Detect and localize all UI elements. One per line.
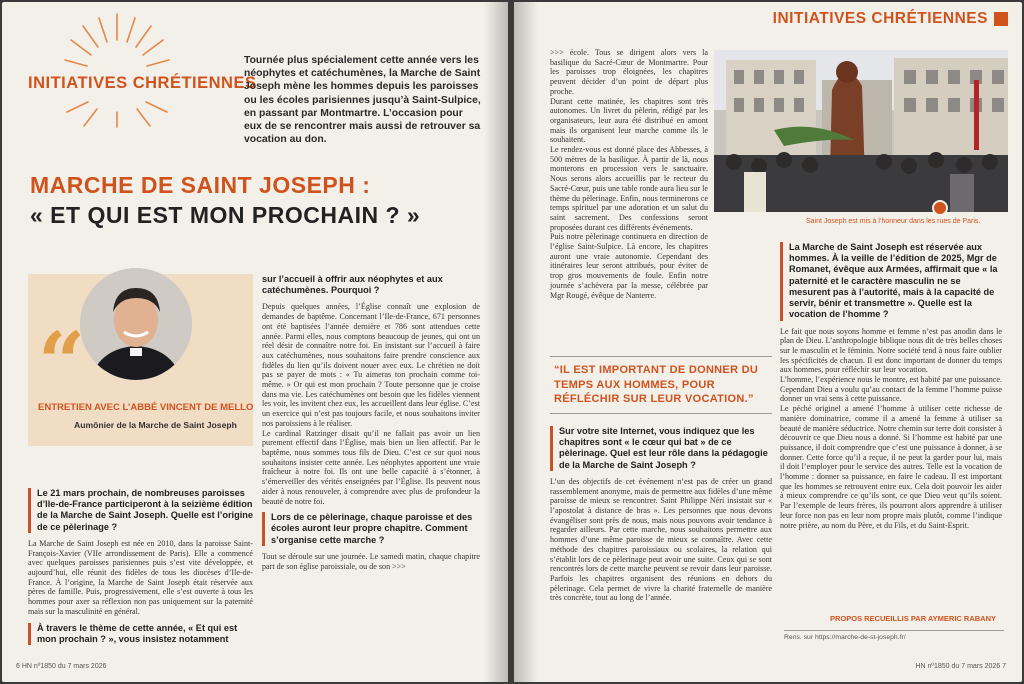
interview-box	[28, 274, 253, 446]
interview-role: Aumônier de la Marche de Saint Joseph	[74, 420, 237, 430]
question-4: Sur votre site Internet, vous indiquez que les chapitres sont « le cœur qui bat » de ce pèlerinage. Quel est leur rôle dans la pédagogie de la Marche de Saint Joseph ?	[550, 426, 772, 471]
question-3: Lors de ce pèlerinage, chaque paroisse et des écoles auront leur propre chapitre. Comment s’organise cette marche ?	[262, 512, 480, 546]
answer-3-cont-p4: Puis notre pèlerinage continuera en direction de l’église Saint-Sulpice. Là encore, les chapitres auront une vraie autonomie. Cependant des itinéraires leur seront attribués, pour éviter de trop gros mouvements de foule. Enfin notre journée s’achèvera par la messe, célébrée par Mgr Rougé, évêque de Nanterre.	[550, 232, 708, 300]
gutter-shadow-right	[514, 2, 538, 682]
question-1: Le 21 mars prochain, de nombreuses paroisses d’Ile-de-France participeront à la seizième édition de la Marche de Saint Joseph. Quelle est l’origine de ce pèlerinage ?	[28, 488, 253, 533]
answer-3-cont-p3: Le rendez-vous est donné place des Abbesses, à 500 mètres de la basilique. À partir de là, nous monterons en procession vers le sanctuaire. Nous serons alors accueillis par le recteur du Sacré-Cœur, puis une table ronde aura lieu sur le thème du pèlerinage. Enfin, nous terminerons ce temps spirituel par une adoration et un salut du saint sacrement. Des confessions seront proposées durant ces différents événements.	[550, 145, 708, 232]
question-2-end: sur l’accueil à offrir aux néophytes et aux catéchumènes. Pourquoi ?	[262, 274, 443, 296]
gutter-shadow	[484, 2, 508, 682]
answer-3-cont-p2: Durant cette matinée, les chapitres sont très autonomes. Un livret du pèlerin, rédigé par les organisateurs, leur aura été distribué en amont mais ils organisent leur marche comme ils le souhaitent.	[550, 96, 708, 145]
source-divider	[784, 630, 1004, 631]
photo-caption: Saint Joseph est mis à l’honneur dans les rues de Paris.	[806, 218, 981, 225]
article-title-line1: MARCHE DE SAINT JOSEPH :	[30, 172, 371, 198]
source-link[interactable]: Rens. sur https://marche-de-st-joseph.fr/	[784, 634, 906, 641]
answer-3: Tout se déroule sur une journée. Le samedi matin, chaque chapitre part de son église paroissiale, ou de son >>>	[262, 551, 480, 571]
answer-2-p2: Le cardinal Ratzinger disait qu’il ne fallait pas avoir un lien purement effectif dans l’Église, mais bien un lien affectif. Par le baptême, nous sommes tous fils de Dieu. C’est ce sur quoi nous souhaitons insister cette année. Les néophytes apportent une vraie fraîcheur à notre foi. Ils ont une belle capacité à s’étonner, à s’émerveiller des vérités enseignées par l’Église. Ils peuvent nous aider à nous renouveler, à comprendre avec plus de profondeur la beauté de notre foi.	[262, 428, 480, 506]
interview-label: ENTRETIEN AVEC L’ABBÉ VINCENT DE MELLO	[38, 402, 254, 413]
page-footer-left: 6 HN nº1850 du 7 mars 2026	[16, 663, 107, 670]
right-column-2	[780, 242, 1002, 530]
right-column-1-bottom	[550, 426, 772, 603]
right-page	[514, 2, 1022, 682]
intro-text: Tournée plus spécialement cette année vers les néophytes et catéchumènes, la Marche de Saint Joseph mène les hommes depuis les paroisses ou les écoles parisiennes jusqu’à Saint-Sulpice, en passant par Montmartre. L’occasion pour eux de se rencontrer mais aussi de retrouver sa vocation au don.	[244, 55, 481, 146]
section-badge-right: INITIATIVES CHRÉTIENNES	[772, 10, 988, 27]
question-5: La Marche de Saint Joseph est réservée aux hommes. À la veille de l’édition de 2025, Mgr de Romanet, évêque aux Armées, affirmait que « la paternité et le caractère masculin ne se mesurent pas à l’autorité, mais à la capacité de servir, bénir et transmettre ». Quelle est la vocation de l’homme ?	[780, 242, 1002, 321]
answer-2-p1: Depuis quelques années, l’Église connaît une explosion de demandes de baptême. Concernant l’Ile-de-France, 671 personnes ont été baptisées l’année dernière et 786 sont attendues cette année. Parmi elles, nous comptons beaucoup de jeunes, qui ont un réel désir de connaître notre foi. En insistant sur l’accueil à faire aux catéchumènes, nous souhaitons faire prendre conscience aux fidèles du lien qu’ils doivent nouer avec eux. Le chrétien ne doit pas se payer de mots : « Tu aimeras ton prochain comme toi-même. » Or qui est mon prochain ? Toute personne que je croise dans ma vie. Les catéchumènes ont besoin que les fidèles viennent les voir, les invitent chez eux, les accueillent dans leur église. C’est un exercice qui n’est pas toujours facile, et nous souhaitons inviter nos paroissiens à le réaliser.	[262, 302, 480, 428]
procession-photo	[714, 50, 1008, 212]
answer-3-cont-p1: >>> école. Tous se dirigent alors vers la basilique du Sacré-Cœur de Montmartre. Pour les paroisses trop éloignées, les chapitres peuvent décider d’un point de départ plus proche.	[550, 48, 708, 96]
sunburst-icon	[57, 8, 177, 128]
caption-dot	[932, 200, 948, 216]
answer-4: L’un des objectifs de cet événement n’est pas de créer un grand rassemblement anonyme, mais de permettre aux fidèles d’une même paroisse de mieux se rencontrer. Saint Philippe Néri insistait sur « l’apostolat à distance de bras ». Les personnes que nous devons évangéliser sont près de nous, mais nous pouvons avoir tendance à regarder ailleurs. Par cette marche, nous souhaitons permettre aux hommes d’une même paroisse de mieux se connaître. Avec cette méthode des chapitres paroissiaux ou scolaires, la relation qui s’établit lors de ce pèlerinage peut avoir une suite. Ceux qui se sont rencontrés lors de cette marche peuvent se revoir dans leur paroisse. Parfois les chapitres organisent des réunions en dehors du pèlerinage. Cela permet de vivre la charité fraternelle de manière très concrète, tout au long de l’année.	[550, 476, 772, 603]
answer-1: La Marche de Saint Joseph est née en 2010, dans la paroisse Saint-François-Xavier (VIIe arrondissement de Paris). Elle a commencé avec quelques paroisses parisiennes puis s’est vite développée, et aujourd’hui, elle réunit des fidèles de tous les diocèses d’Ile-de-France. À l’origine, la Marche de Saint Joseph était réservée aux pères de famille. Puis, progressivement, elle s’est ouverte à tous les hommes pour axer sa réflexion non pas uniquement sur la paternité mais sur la masculinité en général.	[28, 538, 253, 616]
right-column	[262, 274, 480, 571]
article-title-line2: « ET QUI EST MON PROCHAIN ? »	[30, 202, 421, 228]
pull-quote: “IL EST IMPORTANT DE DONNER DU TEMPS AUX HOMMES, POUR RÉFLÉCHIR SUR LEUR VOCATION.”	[550, 356, 772, 414]
question-2: À travers le thème de cette année, « Et qui est mon prochain ? », vous insistez notamment	[28, 623, 253, 645]
interview-credit: PROPOS RECUEILLIS PAR AYMERIC RABANY	[830, 614, 996, 623]
answer-5-p2: L’homme, l’expérience nous le montre, est habité par une puissance. Cependant Dieu a voulu qu’au contact de la femme l’homme puisse donner un vrai sens à cette puissance.	[780, 375, 1002, 404]
section-badge: INITIATIVES CHRÉTIENNES	[28, 74, 257, 92]
portrait-photo	[80, 268, 192, 380]
answer-5-p1: Le fait que nous soyons homme et femme n’est pas anodin dans le plan de Dieu. L’anthropologie biblique nous dit de très belles choses sur le masculin et le féminin. Notre société tend à nous faire oublier les spécificités de chacun. Il est donc important de donner du temps aux hommes, pour réfléchir sur leur vocation.	[780, 326, 1002, 375]
page-footer-right: HN nº1850 du 7 mars 2026 7	[915, 663, 1006, 670]
left-column	[28, 488, 253, 651]
answer-5-p3: Le péché originel a amené l’homme à utiliser cette richesse de manière dominatrice, comme il a amené la femme à utiliser sa beauté de manière séductrice. Notre chemin sur terre doit consister à découvrir ce que Dieu nous a donné. Si l’homme est habité par une puissance, il doit comprendre que c’est une puissance à donner, à se donner. Cette force qu’il a reçue, il ne peut la garder pour lui, mais il doit l’employer pour le service des autres. Telle est la vocation de l’homme : donner sa puissance, en faire le cadeau. Il est important que les hommes se retrouvent entre eux. Cela doit pouvoir les aider à mieux comprendre ce qu’ils sont, ce que Dieu veut qu’ils soient. Par l’exemple de leurs frères, ils pourront alors apprendre à utiliser leur force non pas en leur nom propre mais plutôt, comme l’indique notre prière, au nom du Père, et du Fils, et du Saint-Esprit.	[780, 404, 1002, 530]
quote-mark-icon: “	[38, 315, 86, 411]
left-page	[2, 2, 508, 682]
right-column-1	[550, 48, 708, 300]
badge-square	[994, 12, 1008, 26]
